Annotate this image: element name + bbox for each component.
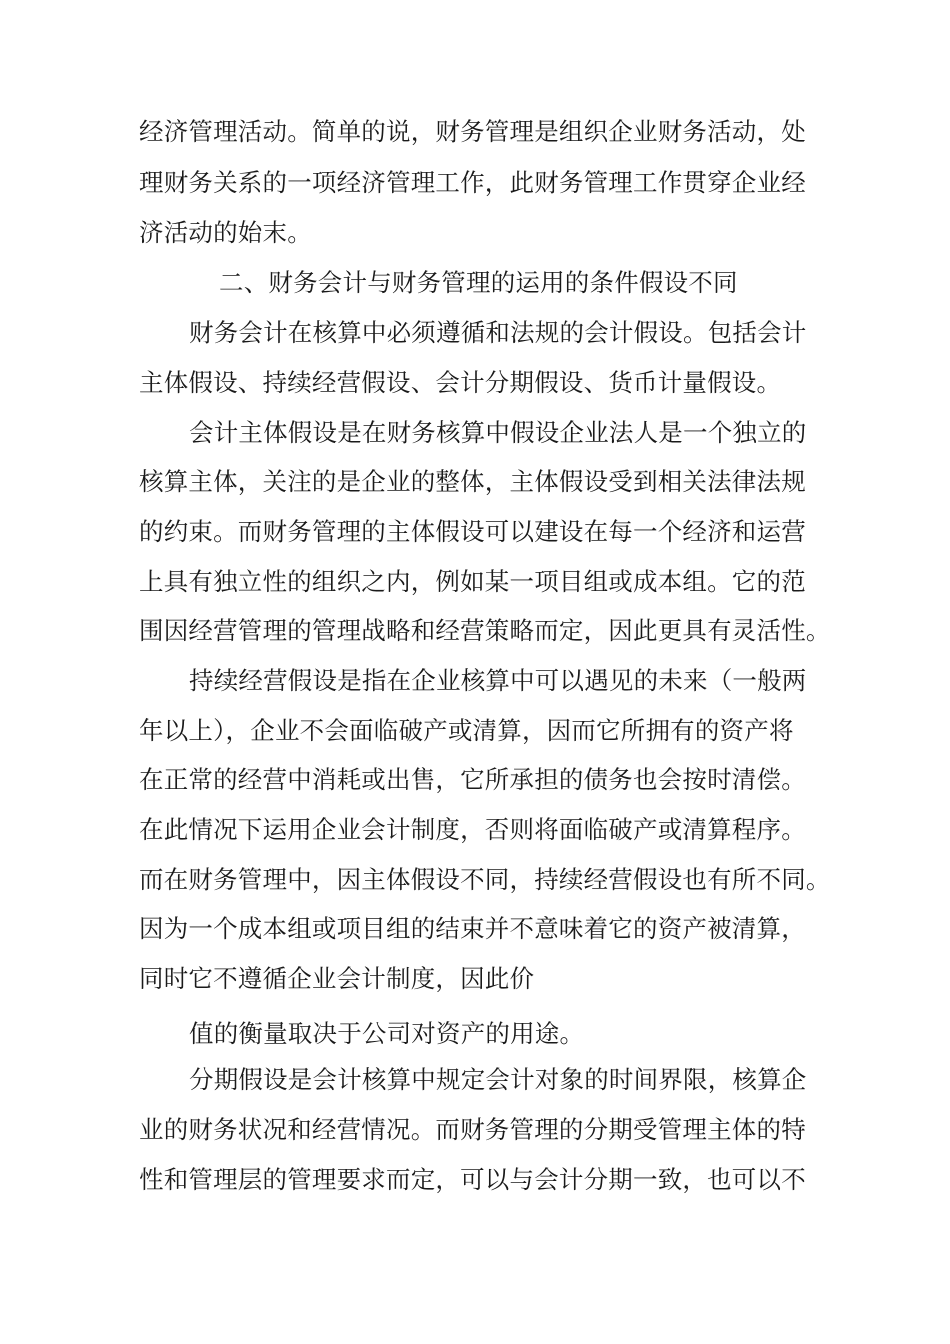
text-line: 财务会计在核算中必须遵循和法规的会计假设。包括会计 xyxy=(189,318,807,347)
text-line: 在此情况下运用企业会计制度，否则将面临破产或清算程序。 xyxy=(139,815,806,844)
text-line: 核算主体，关注的是企业的整体，主体假设受到相关法律法规 xyxy=(139,467,806,496)
text-line: 济活动的始末。 xyxy=(139,218,312,247)
text-line: 经济管理活动。简单的说，财务管理是组织企业财务活动，处 xyxy=(139,117,806,146)
text-line: 的约束。而财务管理的主体假设可以建设在每一个经济和运营 xyxy=(139,517,806,546)
text-line: 因为一个成本组或项目组的结束并不意味着它的资产被清算， xyxy=(139,914,806,943)
text-line: 上具有独立性的组织之内，例如某一项目组或成本组。它的范 xyxy=(139,567,806,596)
text-line: 持续经营假设是指在企业核算中可以遇见的未来（一般两 xyxy=(189,666,807,695)
text-line: 业的财务状况和经营情况。而财务管理的分期受管理主体的特 xyxy=(139,1115,806,1144)
text-line: 值的衡量取决于公司对资产的用途。 xyxy=(189,1019,585,1048)
text-line: 同时它不遵循企业会计制度，因此价 xyxy=(139,964,535,993)
text-line: 性和管理层的管理要求而定，可以与会计分期一致，也可以不 xyxy=(139,1165,806,1194)
text-line: 而在财务管理中，因主体假设不同，持续经营假设也有所不同。 xyxy=(139,865,831,894)
text-line: 年以上），企业不会面临破产或清算，因而它所拥有的资产将 xyxy=(139,716,794,745)
text-line: 在正常的经营中消耗或出售，它所承担的债务也会按时清偿。 xyxy=(139,765,806,794)
section-heading: 二、财务会计与财务管理的运用的条件假设不同 xyxy=(219,268,738,297)
text-line: 主体假设、持续经营假设、会计分期假设、货币计量假设。 xyxy=(139,368,782,397)
text-line: 围因经营管理的管理战略和经营策略而定，因此更具有灵活性。 xyxy=(139,616,831,645)
text-line: 理财务关系的一项经济管理工作，此财务管理工作贯穿企业经 xyxy=(139,168,806,197)
text-line: 分期假设是会计核算中规定会计对象的时间界限，核算企 xyxy=(189,1065,807,1094)
text-line: 会计主体假设是在财务核算中假设企业法人是一个独立的 xyxy=(189,418,807,447)
